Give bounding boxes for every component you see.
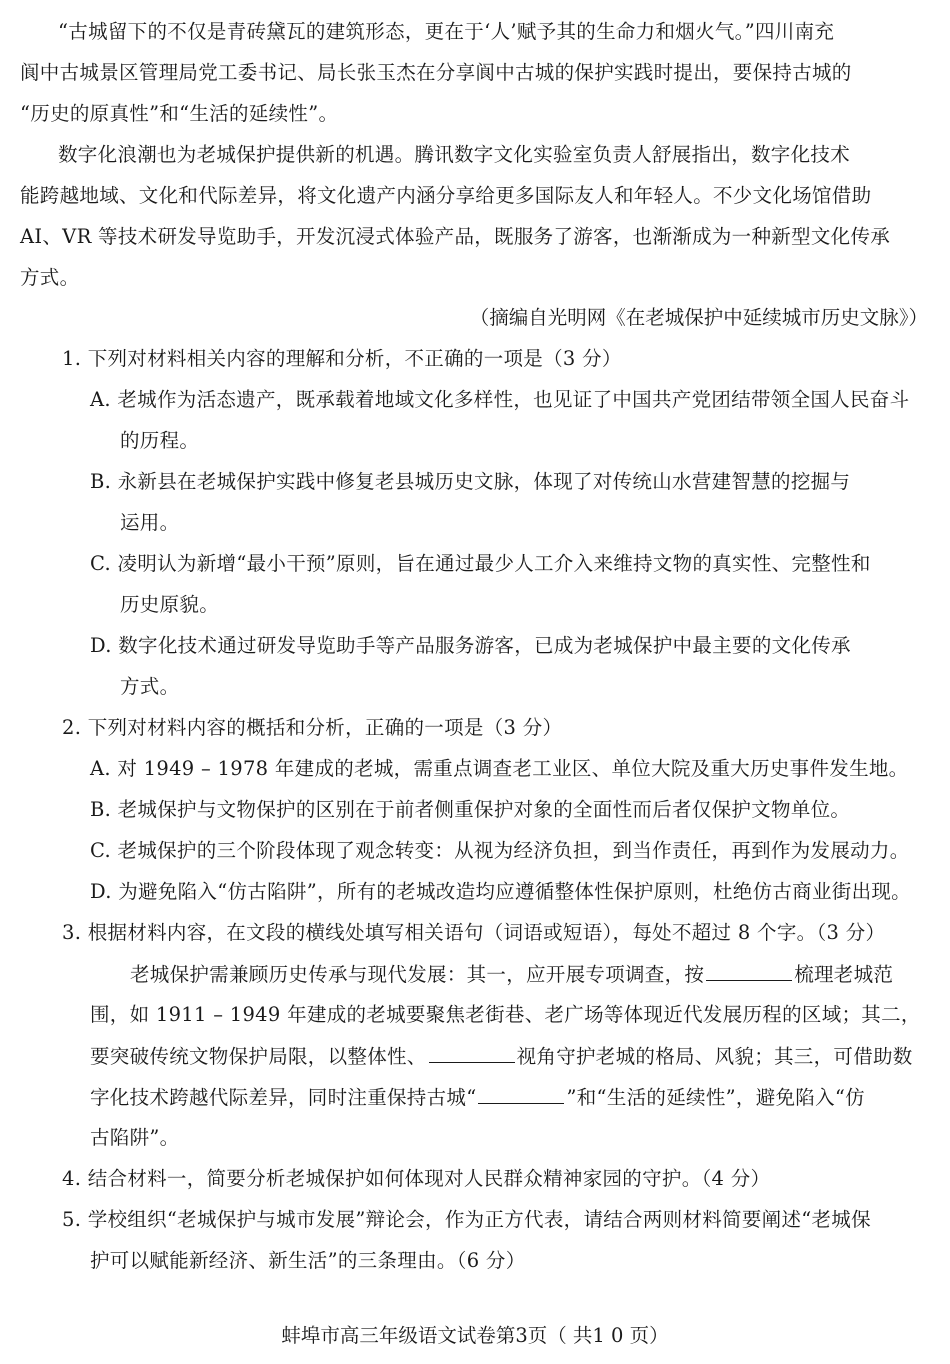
q1-option-d-line1: D. 数字化技术通过研发导览助手等产品服务游客，已成为老城保护中最主要的文化传承 (90, 634, 851, 657)
q1-option-b-line2: 运用。 (120, 511, 180, 534)
q1-option-a-line2: 的历程。 (120, 429, 200, 452)
q3-stem: 3. 根据材料内容，在文段的横线处填写相关语句（词语或短语），每处不超过 8 个字。（3 分） (62, 921, 886, 944)
q3-passage-line3 (90, 1042, 913, 1071)
q3-passage-line5: 古陷阱”。 (90, 1126, 180, 1149)
q1-option-c-line1: C. 凌明认为新增“最小干预”原则，旨在通过最少人工介入来维持文物的真实性、完整性和 (90, 552, 871, 575)
q3-blank-1[interactable] (706, 960, 792, 981)
passage-p2-line2: 能跨越地域、文化和代际差异，将文化遗产内涵分享给更多国际友人和年轻人。不少文化场馆借助 (20, 184, 872, 207)
q3-passage-line1 (130, 960, 893, 989)
q3-text-3b: 视角守护老城的格局、风貌；其三，可借助数 (516, 1045, 913, 1068)
q1-option-d-line2: 方式。 (120, 675, 180, 698)
q3-text-4a: 字化技术跨越代际差异，同时注重保持古城“ (90, 1086, 477, 1109)
q1-option-b-line1: B. 永新县在老城保护实践中修复老县城历史文脉，体现了对传统山水营建智慧的挖掘与 (90, 470, 851, 493)
passage-p2-line4: 方式。 (20, 266, 80, 289)
q5-stem-line1: 5. 学校组织“老城保护与城市发展”辩论会，作为正方代表，请结合两则材料简要阐述“老城保 (62, 1208, 871, 1231)
q2-option-d: D. 为避免陷入“仿古陷阱”，所有的老城改造均应遵循整体性保护原则，杜绝仿古商业街出现。 (90, 880, 911, 903)
q5-stem-line2: 护可以赋能新经济、新生活”的三条理由。（6 分） (90, 1249, 526, 1272)
passage-p2-line3: AI、VR 等技术研发导览助手，开发沉浸式体验产品，既服务了游客，也渐渐成为一种新型文化传承 (20, 225, 891, 248)
passage-p1-line2: 阆中古城景区管理局党工委书记、局长张玉杰在分享阆中古城的保护实践时提出，要保持古城的 (20, 61, 852, 84)
q1-option-c-line2: 历史原貌。 (120, 593, 220, 616)
q2-option-b: B. 老城保护与文物保护的区别在于前者侧重保护对象的全面性而后者仅保护文物单位。 (90, 798, 851, 821)
q2-option-a: A. 对 1949 – 1978 年建成的老城，需重点调查老工业区、单位大院及重大历史事件发生地。 (90, 757, 909, 780)
q3-passage-line4 (90, 1083, 865, 1112)
q1-stem: 1. 下列对材料相关内容的理解和分析，不正确的一项是（3 分） (62, 347, 622, 370)
passage-p1-line3: “历史的原真性”和“生活的延续性”。 (20, 102, 339, 125)
q2-stem: 2. 下列对材料内容的概括和分析，正确的一项是（3 分） (62, 716, 563, 739)
q3-text-1b: 梳理老城范 (794, 963, 894, 986)
q4-stem: 4. 结合材料一，简要分析老城保护如何体现对人民群众精神家园的守护。（4 分） (62, 1167, 771, 1190)
q3-blank-3[interactable] (478, 1083, 564, 1104)
q3-passage-line2: 围，如 1911 – 1949 年建成的老城要聚焦老街巷、老广场等体现近代发展历程的区域；其二， (90, 1003, 921, 1026)
q3-text-3a: 要突破传统文物保护局限，以整体性、 (90, 1045, 427, 1068)
passage-p2-line1: 数字化浪潮也为老城保护提供新的机遇。腾讯数字文化实验室负责人舒展指出，数字化技术 (58, 143, 851, 166)
q2-option-c: C. 老城保护的三个阶段体现了观念转变：从视为经济负担，到当作责任，再到作为发展动力。 (90, 839, 910, 862)
q3-text-1a: 老城保护需兼顾历史传承与现代发展：其一，应开展专项调查，按 (130, 963, 705, 986)
page-footer: 蚌埠市高三年级语文试卷第3页（ 共1 0 页） (281, 1324, 669, 1347)
q3-text-4b: ”和“生活的延续性”，避免陷入“仿 (566, 1086, 865, 1109)
q3-blank-2[interactable] (429, 1042, 515, 1063)
passage-p1-line1: “古城留下的不仅是青砖黛瓦的建筑形态，更在于‘人’赋予其的生命力和烟火气。”四川南充 (58, 20, 835, 43)
passage-source: （摘编自光明网《在老城保护中延续城市历史文脉》） (469, 306, 928, 329)
q1-option-a-line1: A. 老城作为活态遗产，既承载着地域文化多样性，也见证了中国共产党团结带领全国人民奋斗 (90, 388, 910, 411)
